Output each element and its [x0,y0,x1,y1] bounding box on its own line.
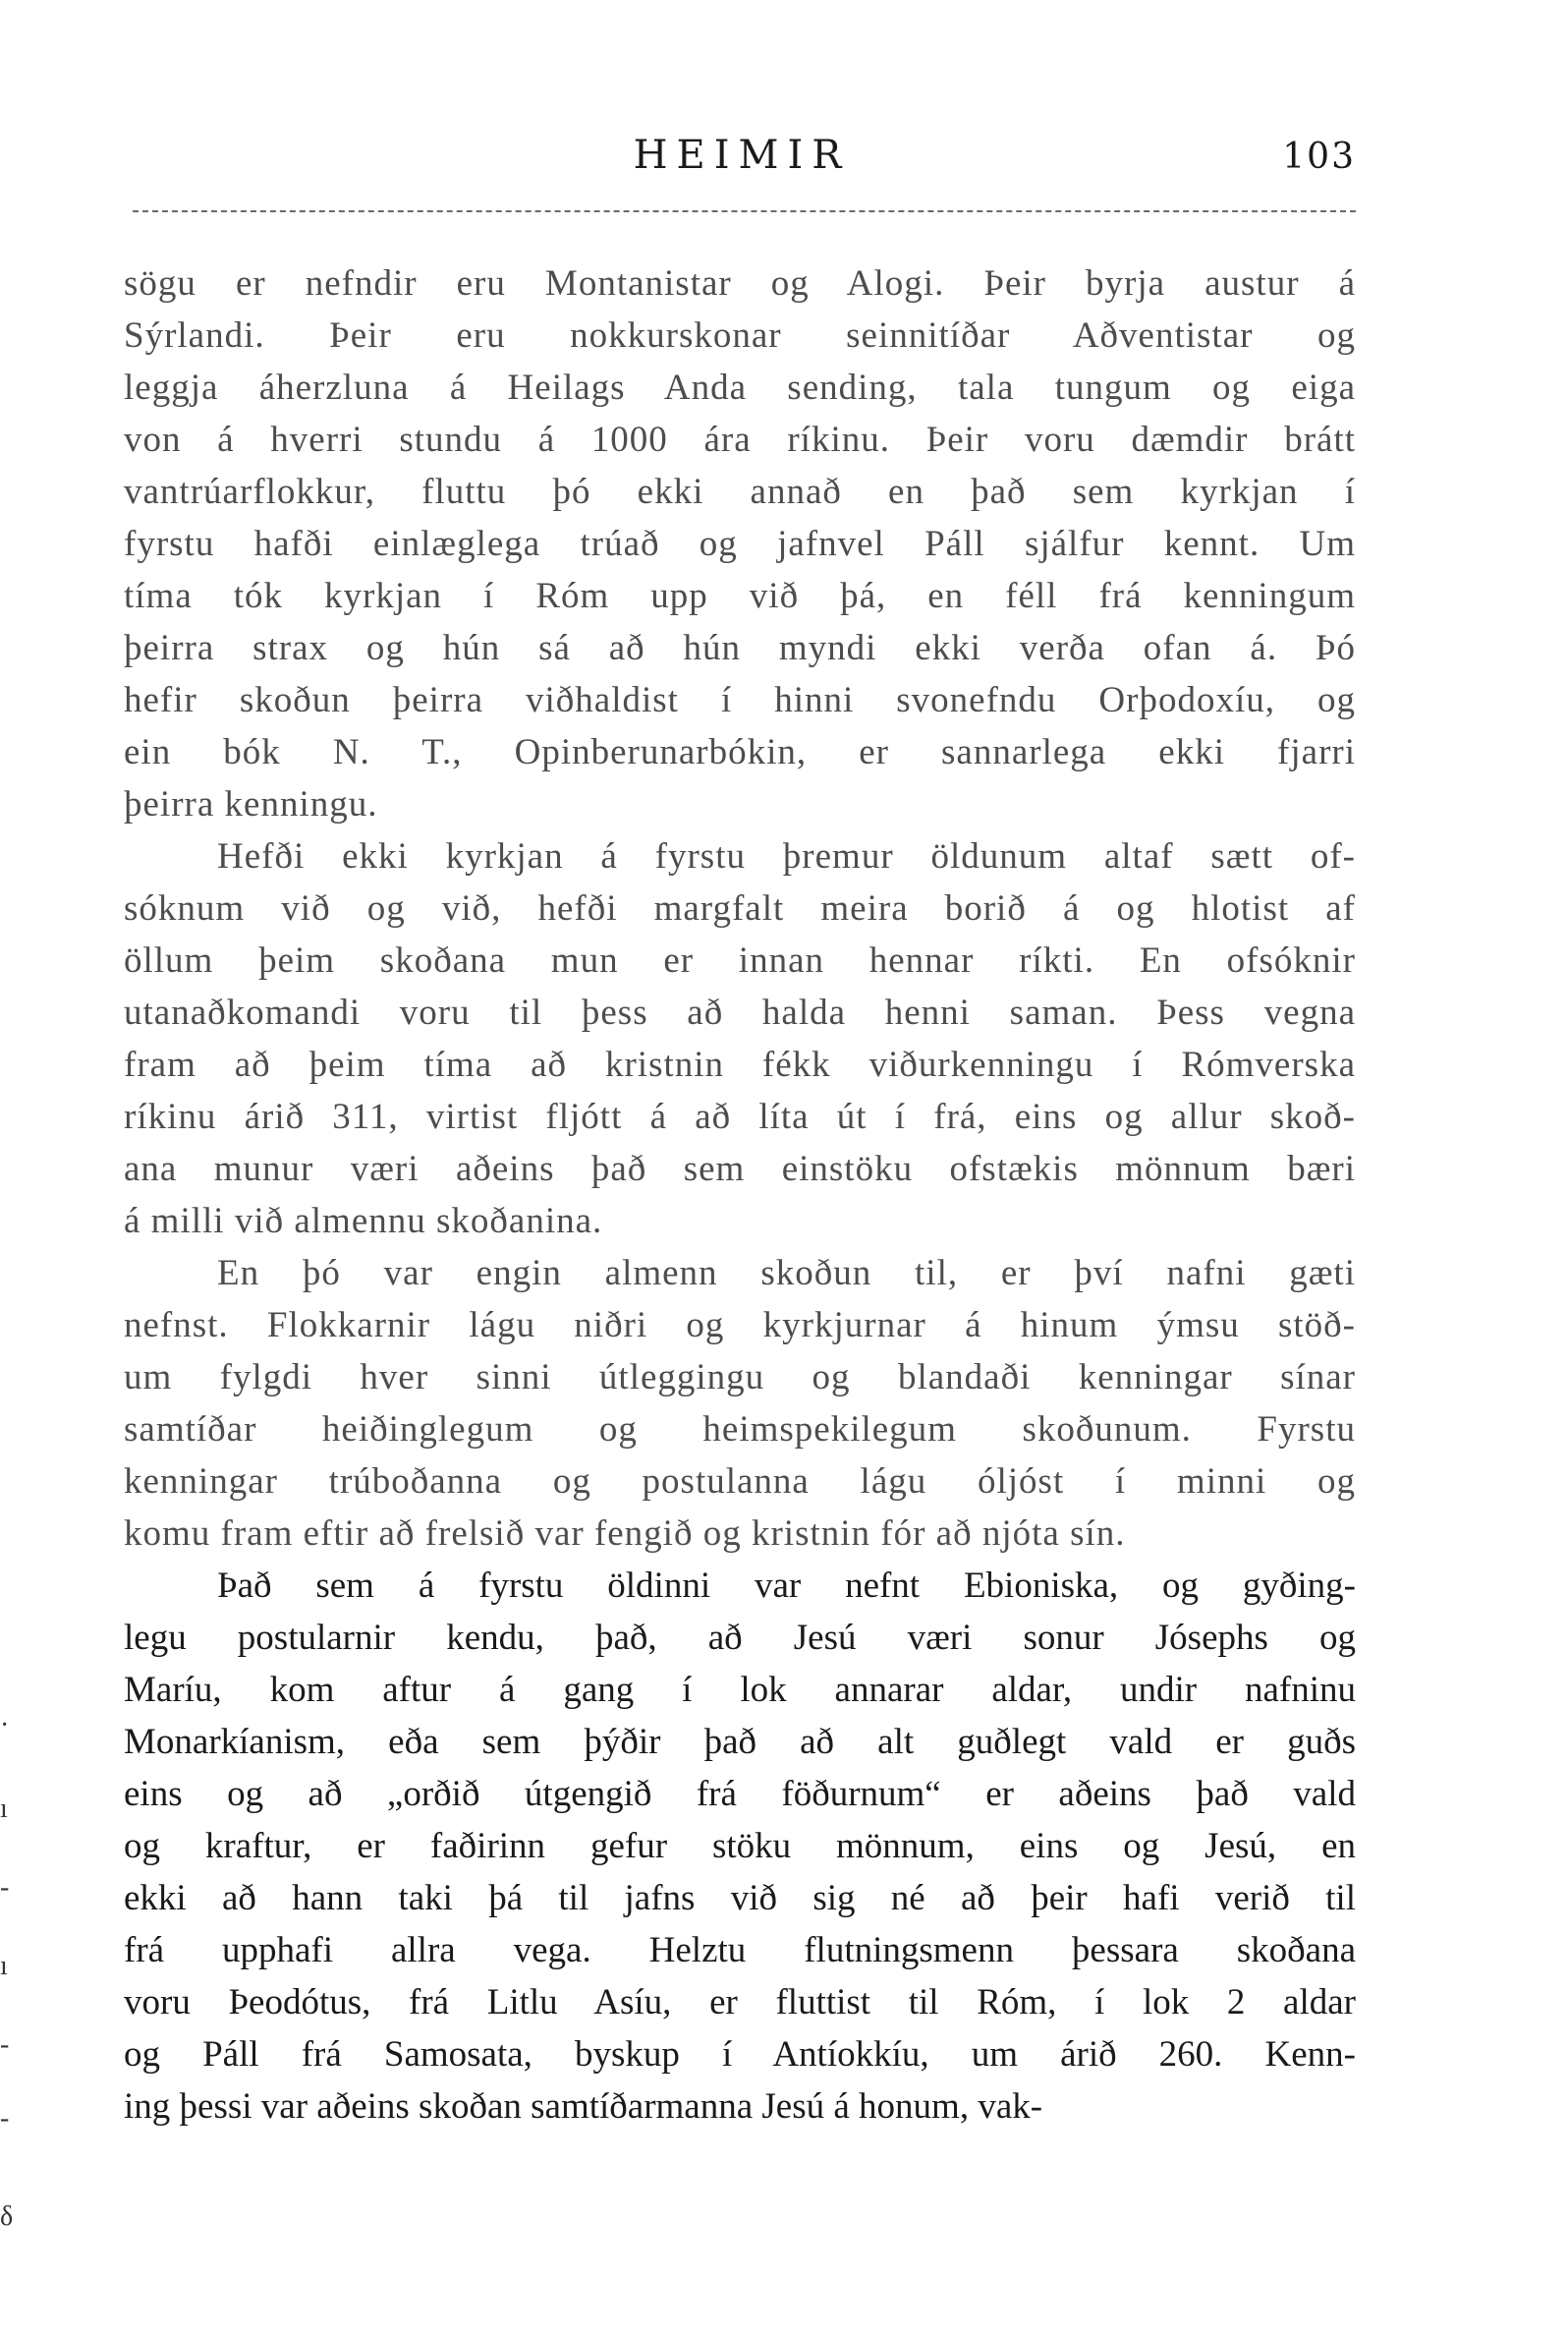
margin-mark: - [0,2103,10,2134]
text-line: þeirra strax og hún sá að hún myndi ekki verða ofan á. Þó [124,628,1356,668]
text-line: og kraftur, er faðirinn gefur stöku mönnum, eins og Jesú, en [124,1826,1356,1866]
text-line: þeirra kenningu. [124,784,378,825]
text-line: von á hverri stundu á 1000 ára ríkinu. Þeir voru dæmdir brátt [124,420,1356,460]
text-line: Hefði ekki kyrkjan á fyrstu þremur öldunum altaf sætt of- [217,836,1356,877]
text-line: eins og að „orðið útgengið frá föðurnum“ er aðeins það vald [124,1774,1356,1814]
text-line: öllum þeim skoðana mun er innan hennar ríkti. En ofsóknir [124,940,1356,981]
text-line: utanaðkomandi voru til þess að halda henni saman. Þess vegna [124,993,1356,1033]
margin-marks [0,1710,20,2260]
text-line: ekki að hann taki þá til jafns við sig né að þeir hafi verið til [124,1878,1356,1918]
text-line: samtíðar heiðinglegum og heimspekilegum skoðunum. Fyrstu [124,1409,1356,1450]
margin-mark: ı [0,1794,8,1824]
text-line: legu postularnir kendu, það, að Jesú væri sonur Jósephs og [124,1618,1356,1658]
text-line: ríkinu árið 311, virtist fljótt á að líta út í frá, eins og allur skoð- [124,1097,1356,1137]
text-line: sögu er nefndir eru Montanistar og Alogi. Þeir byrja austur á [124,263,1356,304]
text-line: Maríu, kom aftur á gang í lok annarar aldar, undir nafninu [124,1670,1356,1710]
margin-mark: δ [0,2201,14,2232]
paragraph [124,1247,1356,1560]
text-line: komu fram eftir að frelsið var fengið og kristnin fór að njóta sín. [124,1513,1126,1554]
text-line: Monarkíanism, eða sem þýðir það að alt guðlegt vald er guðs [124,1722,1356,1762]
text-line: tíma tók kyrkjan í Róm upp við þá, en féll frá kenningum [124,576,1356,616]
margin-mark: - [0,1872,10,1903]
text-line: fram að þeim tíma að kristnin fékk viðurkenningu í Rómverska [124,1045,1356,1085]
text-line: Það sem á fyrstu öldinni var nefnt Ebioniska, og gyðing- [217,1566,1356,1606]
page-number: 103 [1282,137,1356,177]
text-line: sóknum við og við, hefði margfalt meira borið á og hlotist af [124,888,1356,929]
paragraph [124,830,1356,1247]
running-title: HEIMIR [633,133,851,178]
text-line: kenningar trúboðanna og postulanna lágu óljóst í minni og [124,1461,1356,1502]
header-rule [133,210,1356,212]
margin-mark: · [0,1710,10,1740]
text-line: nefnst. Flokkarnir lágu niðri og kyrkjurnar á hinum ýmsu stöð- [124,1305,1356,1345]
body-text [124,257,1356,2133]
text-line: og Páll frá Samosata, byskup í Antíokkíu, um árið 260. Kenn- [124,2034,1356,2075]
running-head [128,133,1356,192]
text-line: um fylgdi hver sinni útleggingu og blandaði kenningar sínar [124,1357,1356,1397]
text-line: á milli við almennu skoðanina. [124,1201,603,1241]
text-line: hefir skoðun þeirra viðhaldist í hinni svonefndu Orþodoxíu, og [124,680,1356,720]
text-line: ein bók N. T., Opinberunarbókin, er sannarlega ekki fjarri [124,732,1356,772]
margin-mark: ı [0,1951,8,1981]
margin-mark: - [0,2029,10,2060]
paragraph [124,257,1356,830]
text-line: fyrstu hafði einlæglega trúað og jafnvel Páll sjálfur kennt. Um [124,524,1356,564]
paragraph [124,1560,1356,2133]
text-line: voru Þeodótus, frá Litlu Asíu, er fluttist til Róm, í lok 2 aldar [124,1982,1356,2022]
text-line: frá upphafi allra vega. Helztu flutningsmenn þessara skoðana [124,1930,1356,1970]
text-line: vantrúarflokkur, fluttu þó ekki annað en það sem kyrkjan í [124,472,1356,512]
text-line: leggja áherzluna á Heilags Anda sending, tala tungum og eiga [124,368,1356,408]
text-line: Sýrlandi. Þeir eru nokkurskonar seinnitíðar Aðventistar og [124,315,1356,356]
text-line: ana munur væri aðeins það sem einstöku ofstækis mönnum bæri [124,1149,1356,1189]
text-line: En þó var engin almenn skoðun til, er því nafni gæti [217,1253,1356,1293]
text-line: ing þessi var aðeins skoðan samtíðarmanna Jesú á honum, vak- [124,2086,1043,2127]
